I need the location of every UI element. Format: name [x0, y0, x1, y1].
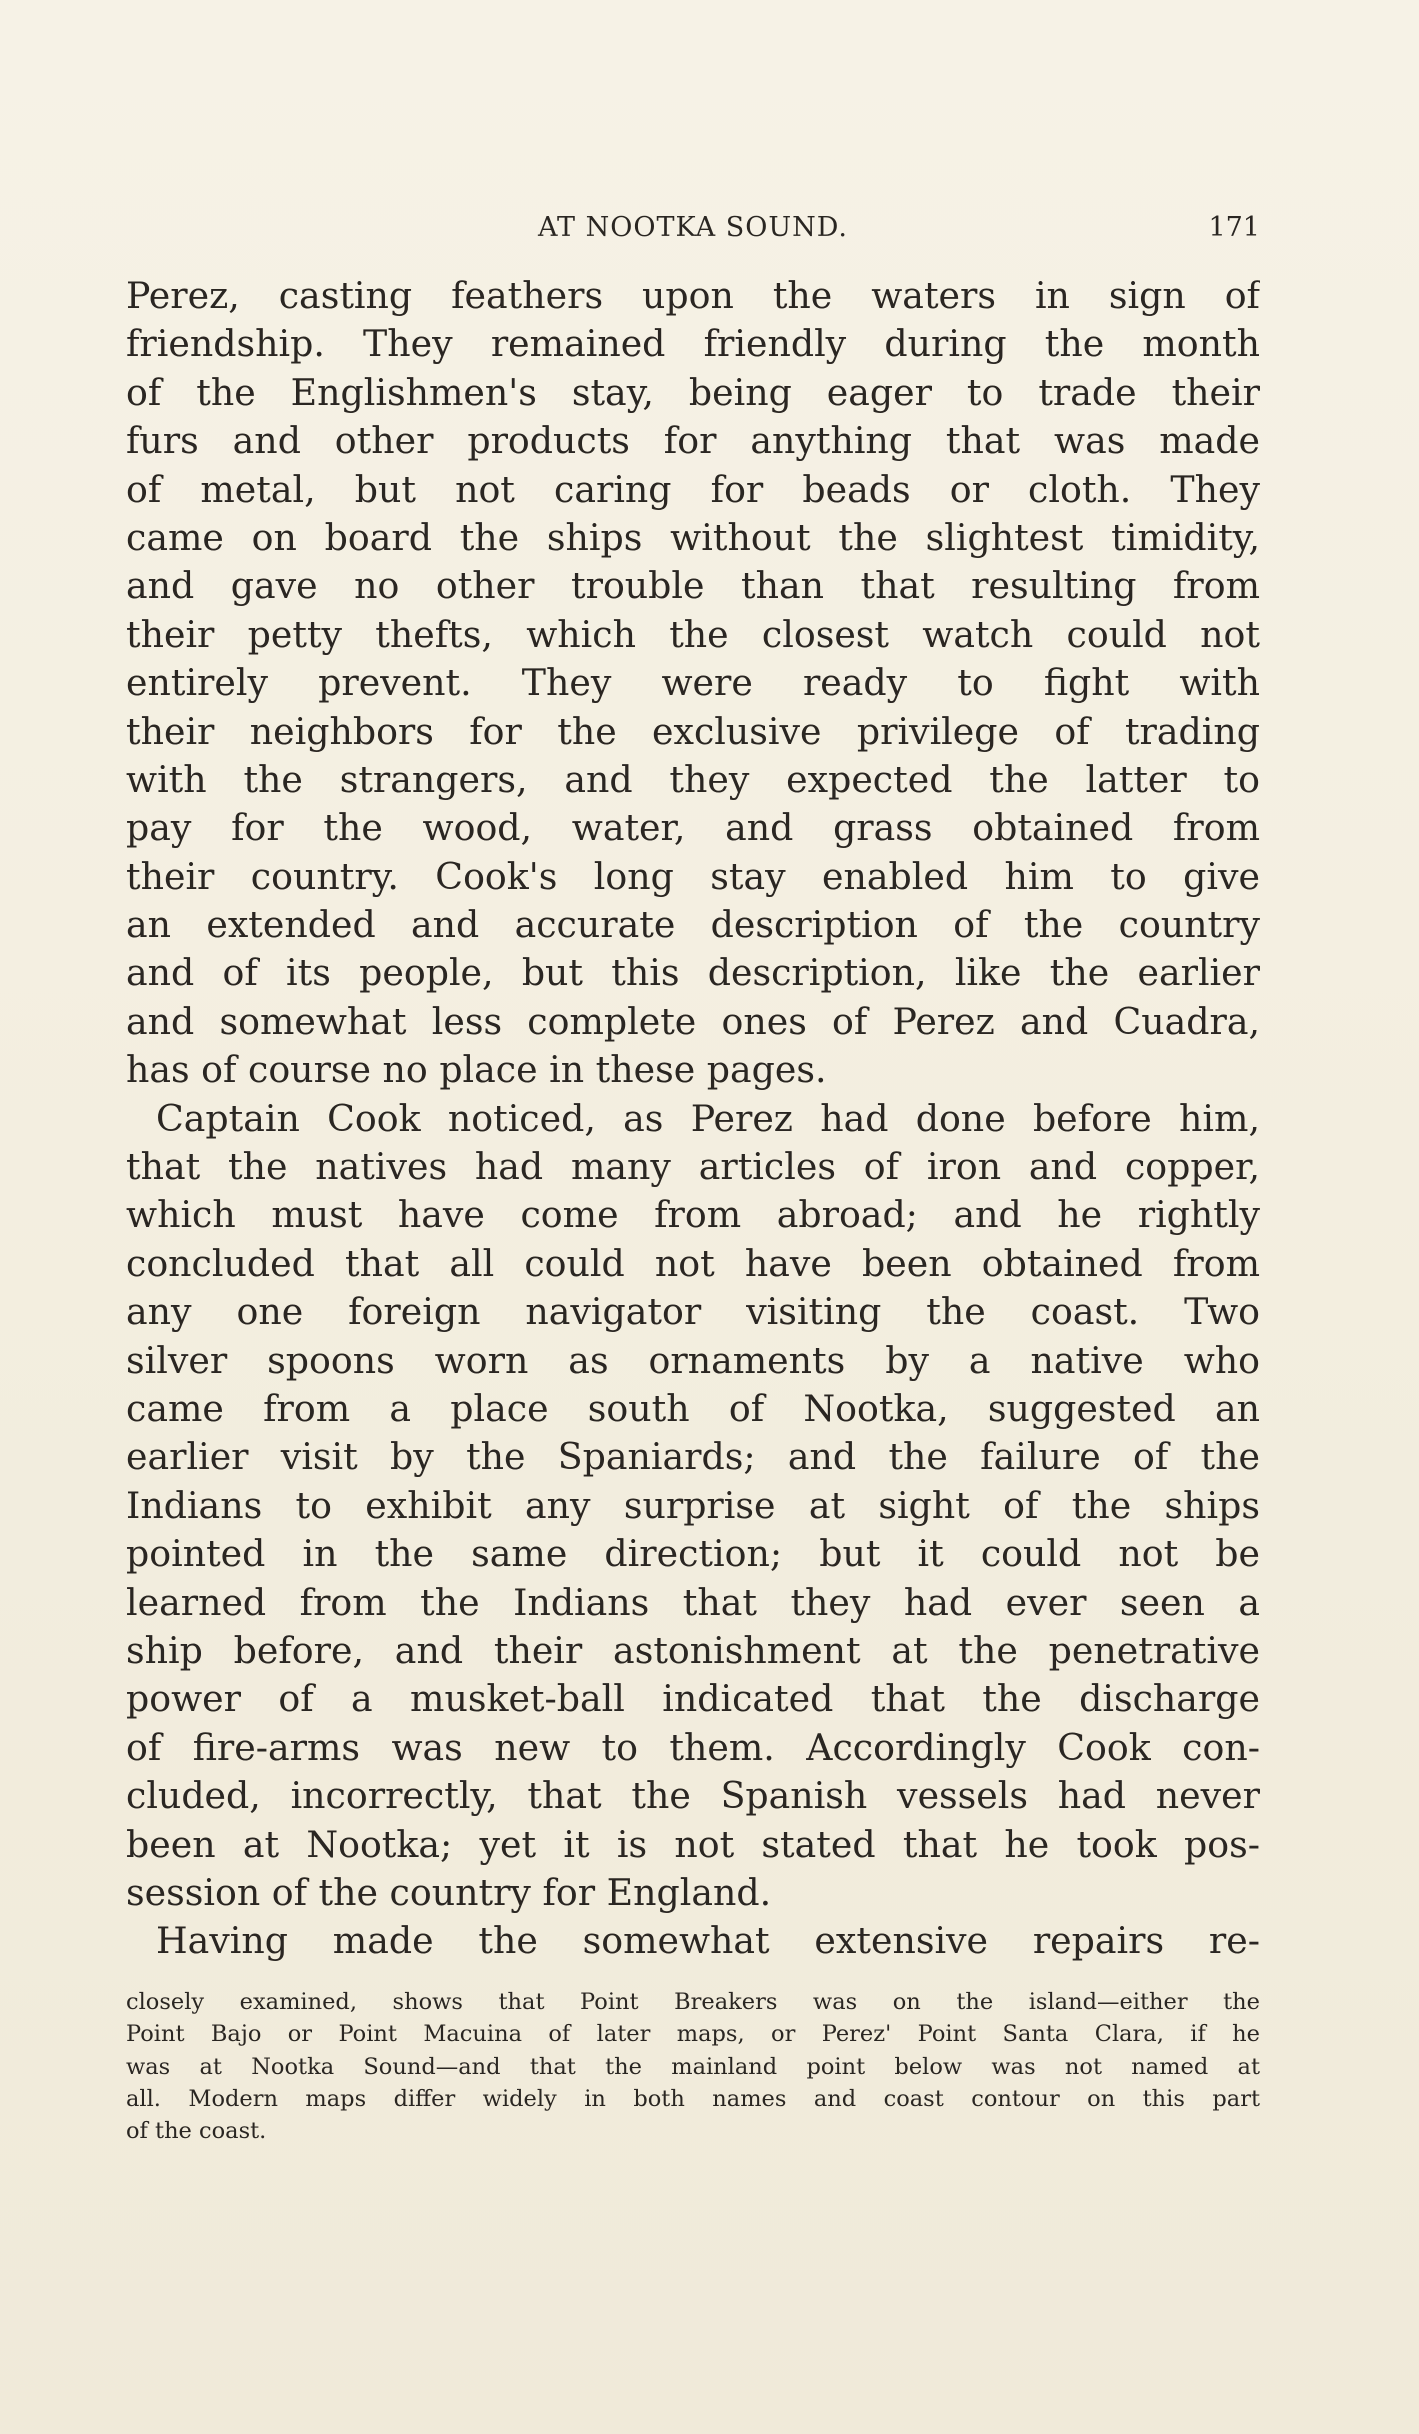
text-line: of the Englishmen's stay, being eager to trade their: [126, 370, 1260, 414]
text-line: Perez, casting feathers upon the waters in sign of: [126, 274, 1260, 317]
footnote-line: was at Nootka Sound—and that the mainland point below was not named at: [126, 2053, 1260, 2080]
footnote-line: closely examined, shows that Point Breakers was on the island—either the: [126, 1989, 1260, 2015]
text-line: and of its people, but this description, like the earlier: [126, 951, 1260, 995]
text-line: pointed in the same direction; but it could not be: [126, 1532, 1260, 1576]
text-line: of fire-arms was new to them. Accordingly Cook con-: [126, 1725, 1260, 1769]
text-line: their neighbors for the exclusive privilege of trading: [126, 709, 1260, 753]
text-line: entirely prevent. They were ready to fight with: [126, 661, 1260, 705]
text-line: silver spoons worn as ornaments by a native who: [126, 1338, 1260, 1382]
running-head: [126, 208, 1260, 248]
text-line: that the natives had many articles of iron and copper,: [126, 1145, 1260, 1189]
text-line: their petty thefts, which the closest watch could not: [126, 612, 1260, 656]
text-line: and somewhat less complete ones of Perez and Cuadra,: [126, 999, 1260, 1043]
footnote: [126, 1986, 1260, 2147]
text-line: been at Nootka; yet it is not stated that he took pos-: [126, 1822, 1260, 1866]
text-line: Captain Cook noticed, as Perez had done before him,: [156, 1096, 1260, 1140]
text-line: an extended and accurate description of the country: [126, 903, 1260, 947]
text-line: has of course no place in these pages.: [126, 1048, 827, 1092]
text-line: came from a place south of Nootka, suggested an: [126, 1386, 1260, 1430]
text-line: which must have come from abroad; and he rightly: [126, 1193, 1260, 1237]
text-line: their country. Cook's long stay enabled him to give: [126, 854, 1260, 898]
page-number: 171: [1208, 212, 1260, 243]
footnote-line: Point Bajo or Point Macuina of later maps, or Perez' Point Santa Clara, if he: [126, 2021, 1260, 2048]
text-line: friendship. They remained friendly during the month: [126, 322, 1260, 366]
text-line: concluded that all could not have been obtained from: [126, 1241, 1260, 1285]
running-title: AT NOOTKA SOUND.: [538, 212, 848, 243]
text-line: of metal, but not caring for beads or cloth. They: [126, 467, 1260, 511]
text-line: Having made the somewhat extensive repairs re-: [156, 1919, 1260, 1963]
text-line: furs and other products for anything that was made: [126, 419, 1260, 463]
footnote-line: all. Modern maps differ widely in both names and coast contour on this part: [126, 2085, 1260, 2112]
text-line: with the strangers, and they expected the latter to: [126, 757, 1260, 801]
text-line: pay for the wood, water, and grass obtained from: [126, 806, 1260, 850]
text-line: session of the country for England.: [126, 1870, 772, 1914]
text-line: earlier visit by the Spaniards; and the failure of the: [126, 1435, 1260, 1479]
footnote-line: of the coast.: [126, 2118, 267, 2145]
text-line: ship before, and their astonishment at the penetrative: [126, 1628, 1260, 1672]
text-line: cluded, incorrectly, that the Spanish vessels had never: [126, 1774, 1260, 1818]
text-line: Indians to exhibit any surprise at sight of the ships: [126, 1483, 1260, 1527]
text-line: came on board the ships without the slightest timidity,: [126, 515, 1260, 559]
text-line: learned from the Indians that they had ever seen a: [126, 1580, 1260, 1624]
text-line: power of a musket-ball indicated that the discharge: [126, 1677, 1260, 1721]
text-line: and gave no other trouble than that resulting from: [126, 564, 1260, 608]
text-line: any one foreign navigator visiting the coast. Two: [126, 1290, 1260, 1334]
body-text: [126, 272, 1260, 1966]
